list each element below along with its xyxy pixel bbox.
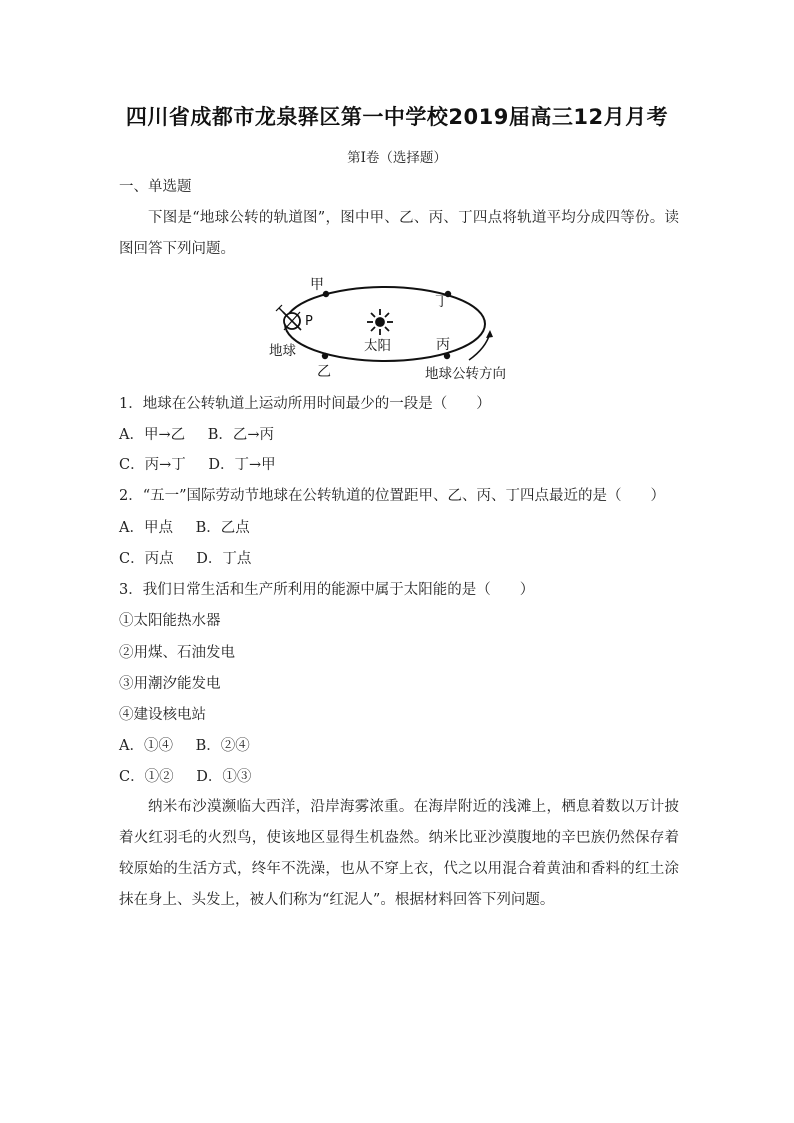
point-yi bbox=[322, 353, 328, 359]
option-a[interactable]: A．甲点 bbox=[119, 520, 173, 536]
intro-paragraph-orbit: 下图是“地球公转的轨道图”，图中甲、乙、丙、丁四点将轨道平均分成四等份。读图回答下列问题。 bbox=[119, 210, 679, 257]
earth-icon bbox=[276, 305, 301, 330]
sun-icon bbox=[367, 309, 393, 335]
label-yi: 乙 bbox=[317, 364, 331, 380]
question-2-options-row-1 bbox=[119, 518, 250, 538]
volume-subtitle: 第Ⅰ卷（选择题） bbox=[347, 150, 447, 166]
label-ding: 丁 bbox=[435, 294, 449, 310]
point-bing bbox=[444, 353, 450, 359]
label-jia: 甲 bbox=[310, 277, 324, 293]
label-bing: 丙 bbox=[436, 337, 450, 353]
question-3-item-1: ①太阳能热水器 bbox=[119, 613, 221, 629]
intro-paragraph-namib: 纳米布沙漠濒临大西洋，沿岸海雾浓重。在海岸附近的浅滩上，栖息着数以万计披着火红羽毛的火烈鸟，使该地区显得生机盎然。纳米比亚沙漠腹地的辛巴族仍然保存着较原始的生活方式，终年不洗澡，也从不穿上衣，代之以用混合着黄油和香料的红土涂抹在身上、头发上，被人们称为“红泥人”。根据材料回答下列问题。 bbox=[119, 799, 679, 908]
label-earth: 地球 bbox=[269, 343, 296, 359]
label-sun: 太阳 bbox=[364, 338, 391, 354]
label-p: P bbox=[305, 314, 313, 329]
option-d[interactable]: D．丁点 bbox=[196, 551, 252, 567]
question-1-options-row-2 bbox=[119, 455, 276, 475]
question-1-stem: 1．地球在公转轨道上运动所用时间最少的一段是（ ） bbox=[119, 396, 491, 412]
option-b[interactable]: B．②④ bbox=[195, 738, 250, 754]
option-d[interactable]: D．丁→甲 bbox=[208, 457, 276, 473]
option-c[interactable]: C．①② bbox=[119, 769, 174, 785]
option-d[interactable]: D．①③ bbox=[196, 769, 252, 785]
question-2-options-row-2 bbox=[119, 549, 251, 569]
label-direction: 地球公转方向 bbox=[425, 366, 506, 382]
question-1-options-row-1 bbox=[119, 425, 274, 445]
option-c[interactable]: C．丙→丁 bbox=[119, 457, 186, 473]
option-c[interactable]: C．丙点 bbox=[119, 551, 174, 567]
option-a[interactable]: A．①④ bbox=[119, 738, 173, 754]
section-heading: 一、单选题 bbox=[119, 179, 192, 195]
exam-title: 四川省成都市龙泉驿区第一中学校2019届高三12月月考 bbox=[125, 105, 669, 129]
question-3-options-row-1 bbox=[119, 736, 250, 756]
orbit-diagram bbox=[262, 268, 532, 386]
arrow-head-icon bbox=[486, 330, 493, 338]
question-3-item-3: ③用潮汐能发电 bbox=[119, 676, 221, 692]
question-3-item-4: ④建设核电站 bbox=[119, 707, 206, 723]
question-3-item-2: ②用煤、石油发电 bbox=[119, 645, 235, 661]
question-3-stem: 3．我们日常生活和生产所利用的能源中属于太阳能的是（ ） bbox=[119, 582, 535, 598]
option-b[interactable]: B．乙→丙 bbox=[207, 427, 275, 443]
question-2-stem: 2．“五一”国际劳动节地球在公转轨道的位置距甲、乙、丙、丁四点最近的是（ ） bbox=[119, 488, 666, 504]
question-3-options-row-2 bbox=[119, 767, 251, 787]
option-b[interactable]: B．乙点 bbox=[195, 520, 250, 536]
option-a[interactable]: A．甲→乙 bbox=[119, 427, 186, 443]
